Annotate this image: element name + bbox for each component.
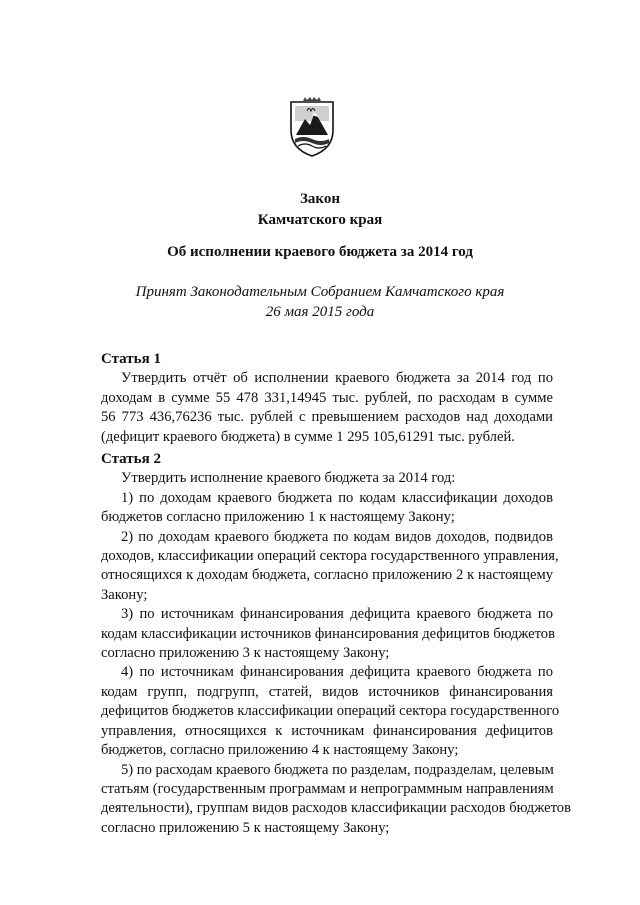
article-2-line: кодам групп, подгрупп, статей, видов источников финансирования	[101, 683, 553, 700]
article-2-heading: Статья 2	[101, 451, 161, 467]
article-2-line: кодам классификации источников финансирования дефицитов бюджетов	[101, 625, 555, 642]
article-2-line: относящихся к доходам бюджета, согласно приложению 2 к настоящему	[101, 567, 553, 584]
adoption-authority: Принят Законодательным Собранием Камчатского края	[135, 284, 505, 300]
article-2-line: дефицитов бюджетов классификации операций сектора государственного	[101, 703, 560, 720]
article-1-heading: Статья 1	[101, 351, 161, 367]
article-2-line: 5) по расходам краевого бюджета по разделам, подразделам, целевым	[121, 761, 554, 778]
law-title: Закон	[299, 191, 340, 207]
article-1	[101, 350, 553, 447]
article-1-line: (дефицит краевого бюджета) в сумме 1 295 105,61291 тыс. рублей.	[101, 428, 515, 445]
region-title: Камчатского края	[257, 212, 383, 228]
article-2-line: Утвердить исполнение краевого бюджета за 2014 год:	[121, 470, 456, 487]
article-2-line: 4) по источникам финансирования дефицита краевого бюджета по	[121, 664, 553, 681]
article-2-line: согласно приложению 5 к настоящему Закону;	[101, 819, 390, 836]
article-2-line: бюджетов согласно приложению 1 к настоящему Закону;	[101, 509, 455, 526]
article-2-line: статьям (государственным программам и непрограммным направлениям	[101, 780, 554, 797]
article-2	[101, 450, 571, 838]
kamchatka-coat-of-arms-icon	[283, 97, 341, 159]
law-subject: Об исполнении краевого бюджета за 2014 год	[167, 244, 473, 260]
article-2-line: бюджетов, согласно приложению 4 к настоящему Закону;	[101, 742, 459, 759]
article-1-line: 56 773 436,76236 тыс. рублей с превышением расходов над доходами	[101, 409, 553, 426]
article-2-line: 1) по доходам краевого бюджета по кодам классификации доходов	[121, 489, 553, 506]
article-2-line: 3) по источникам финансирования дефицита краевого бюджета по	[121, 606, 553, 623]
article-2-line: доходов, классификации операций сектора государственного управления,	[101, 548, 559, 565]
adoption-date: 26 мая 2015 года	[265, 304, 375, 320]
article-2-line: Закону;	[101, 586, 148, 603]
article-2-line: 2) по доходам краевого бюджета по кодам видов доходов, подвидов	[121, 528, 553, 545]
article-2-line: управления, относящихся к источникам финансирования дефицитов	[101, 722, 553, 739]
article-1-line: Утвердить отчёт об исполнении краевого бюджета за 2014 год по	[121, 370, 553, 387]
article-1-line: доходам в сумме 55 478 331,14945 тыс. рублей, по расходам в сумме	[101, 389, 553, 406]
article-2-line: деятельности), группам видов расходов классификации расходов бюджетов	[101, 800, 571, 817]
article-2-line: согласно приложению 3 к настоящему Закону;	[101, 645, 390, 662]
